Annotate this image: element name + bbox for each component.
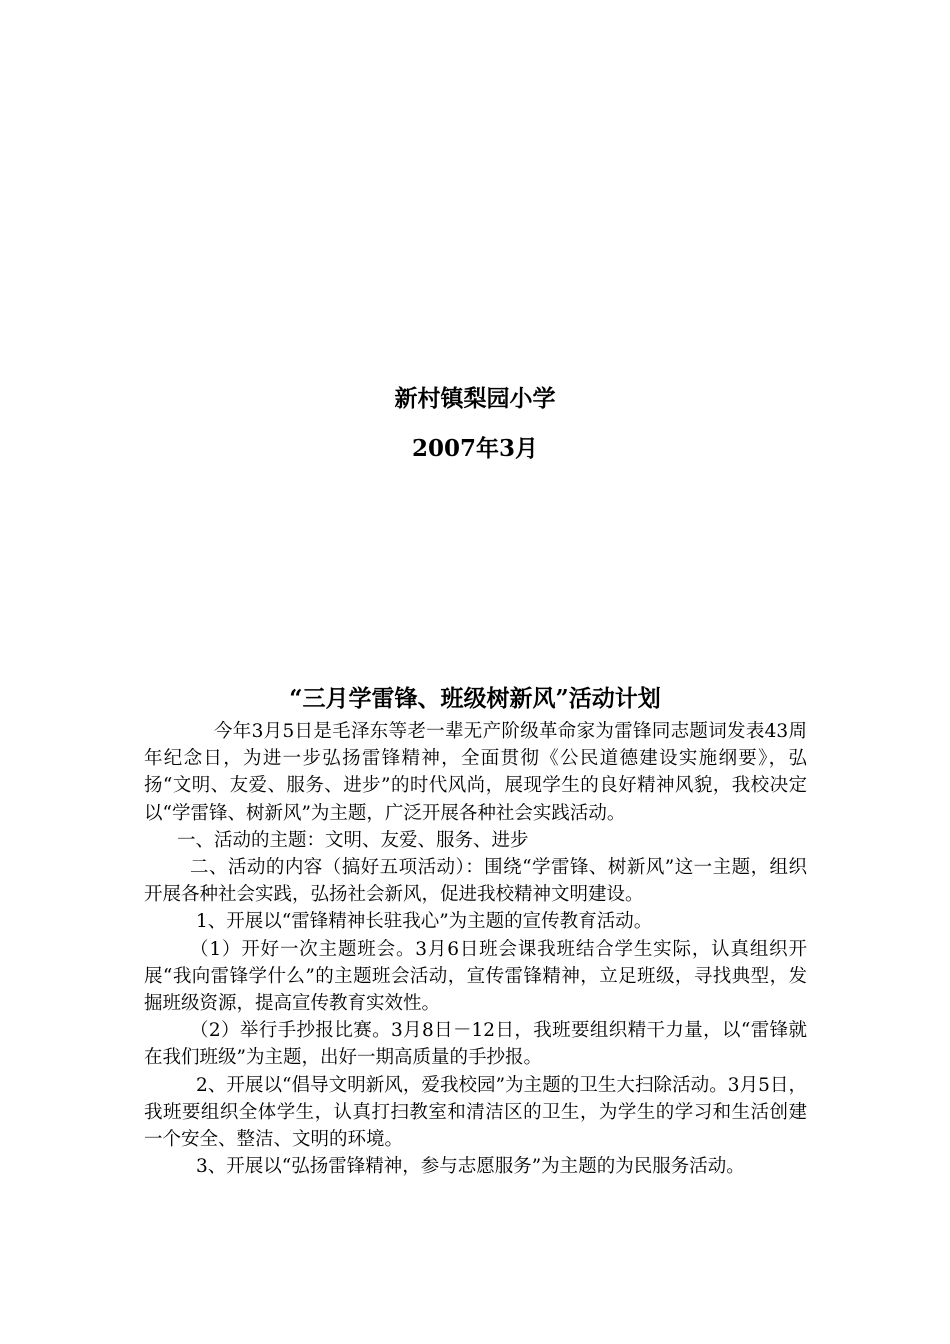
section-content: 二、活动的内容（搞好五项活动）：围绕“学雷锋、树新风”这一主题，组织开展各种社会实践，弘扬社会新风，促进我校精神文明建设。 [144,857,807,906]
activity-item-1: 1、开展以“雷锋精神长驻我心”为主题的宣传教育活动。 [196,911,653,933]
cover-date: 2007年3月 [411,435,539,462]
section-theme: 一、活动的主题：文明、友爱、服务、进步 [177,829,529,851]
intro-paragraph: 今年3月5日是毛泽东等老一辈无产阶级革命家为雷锋同志题词发表43周年纪念日，为进一步弘扬雷锋精神，全面贯彻《公民道德建设实施纲要》，弘扬“文明、友爱、服务、进步”的时代风尚，展现学生的良好精神风貌，我校决定以“学雷锋、树新风”为主题，广泛开展各种社会实践活动。 [144,721,807,824]
document-body [144,718,807,1180]
activity-item-3: 3、开展以“弘扬雷锋精神，参与志愿服务”为主题的为民服务活动。 [196,1156,745,1178]
activity-subitem-1: （1）开好一次主题班会。3月6日班会课我班结合学生实际，认真组织开展“我向雷锋学什么”的主题班会活动，宣传雷锋精神，立足班级，寻找典型，发掘班级资源，提高宣传教育实效性。 [144,938,807,1015]
activity-item-2: 2、开展以“倡导文明新风，爱我校园”为主题的卫生大扫除活动。3月5日，我班要组织全体学生，认真打扫教室和清洁区的卫生，为学生的学习和生活创建一个安全、整洁、文明的环境。 [144,1074,807,1151]
document-title: “三月学雷锋、班级树新风”活动计划 [289,685,661,712]
cover-school-name: 新村镇梨园小学 [394,385,556,412]
activity-subitem-2: （2）举行手抄报比赛。3月8日－12日，我班要组织精干力量，以“雷锋就在我们班级”为主题，出好一期高质量的手抄报。 [144,1020,807,1069]
